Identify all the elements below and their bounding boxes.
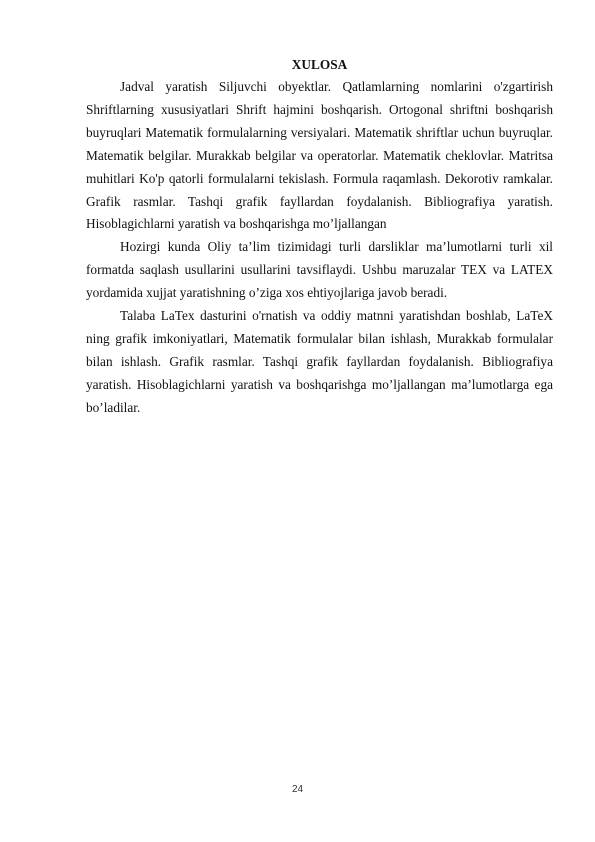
paragraph-2: Hozirgi kunda Oliy ta’lim tizimidagi turli darsliklar ma’lumotlarni turli xil formatda saqlash usullarini usullarini tavsiflaydi. Ushbu maruzalar TEX va LATEX yordamida xujjat yaratishning o’ziga xos ehtiyojlariga javob beradi.: [86, 239, 553, 301]
paragraph-1: Jadval yaratish Siljuvchi obyektlar. Qatlamlarning nomlarini o'zgartirish Shriftlarning xususiyatlari Shrift hajmini boshqarish. Ortogonal shriftni boshqarish buyruqlari Matematik formulalarning versiyalari. Matematik shriftlar uchun buyruqlar. Matematik belgilar. Murakkab belgilar va operatorlar. Matematik cheklovlar. Matritsa muhitlari Ko'p qatorli formulalarni tekislash. Formula raqamlash. Dekorotiv ramkalar. Grafik rasmlar. Tashqi grafik fayllardan foydalanish. Bibliografiya yaratish. Hisoblagichlarni yaratish va boshqarishga mo’ljallangan: [86, 79, 553, 232]
section-title: XULOSA: [291, 57, 348, 72]
page-content: [86, 56, 553, 420]
paragraph-3: Talaba LaTex dasturini o'rnatish va oddiy matnni yaratishdan boshlab, LaTeX ning grafik imkoniyatlari, Matematik formulalar bilan ishlash, Murakkab formulalar bilan ishlash. Grafik rasmlar. Tashqi grafik fayllardan foydalanish. Bibliografiya yaratish. Hisoblagichlarni yaratish va boshqarishga mo’ljallangan ma’lumotlarga ega bo’ladilar.: [86, 308, 553, 415]
page-number: 24: [291, 784, 304, 795]
